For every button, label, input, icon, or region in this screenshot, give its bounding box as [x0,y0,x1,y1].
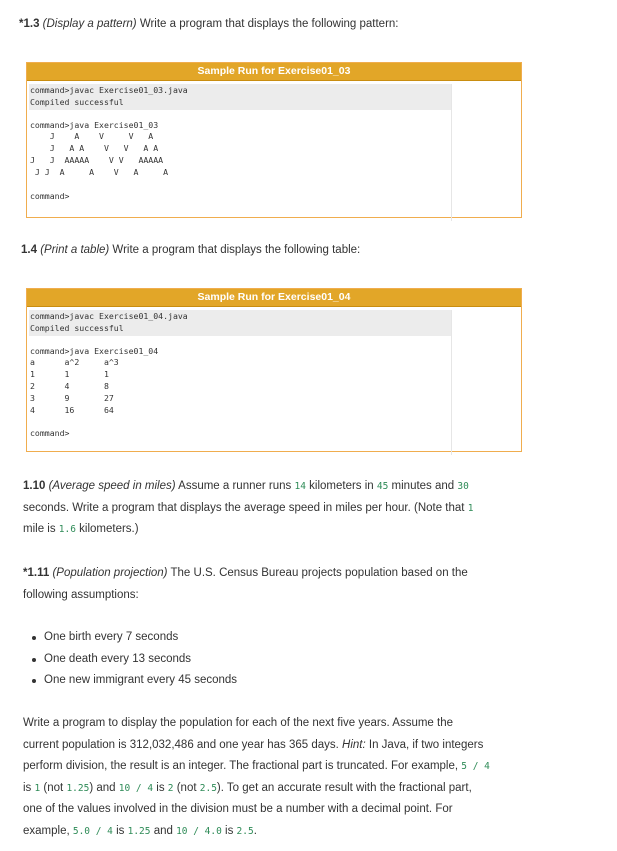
pattern-line: J A V V A [30,131,154,142]
code-value: 1.25 [127,825,151,837]
text: Assume a runner runs [175,480,295,492]
command-prompt: command> [30,190,70,201]
code-value: 2 [167,782,174,794]
text: and [150,824,177,837]
code-value: 2.5 [199,782,217,794]
exercise-number: *1.3 [19,18,40,30]
exercise-1-11-intro [23,563,468,606]
list-item: One new immigrant every 45 seconds [24,670,237,692]
exercise-1-11-line: following assumptions: [23,588,139,601]
body-line: one of the values involved in the division must be a number with a decimal point. For [23,803,453,816]
text: is [153,781,168,794]
code-value: 1 [34,782,41,794]
body-line: Write a program to display the population for each of the next five years. Assume the [23,717,453,729]
table-line: 3 9 27 [30,392,114,403]
text: The U.S. Census Bureau projects population based on the [167,567,468,579]
table-line: 2 4 8 [30,380,109,391]
exercise-title: (Average speed in miles) [48,480,176,492]
code-value: 1.25 [66,782,90,794]
exercise-1-10-line [23,476,473,498]
text: ). To get an accurate result with the fractional part, [216,781,472,794]
text: (not [173,781,200,794]
text: is [221,824,237,837]
exercise-1-10 [23,476,473,541]
text: is [112,824,128,837]
body-line [23,778,490,800]
sample-run-side-panel [451,84,521,221]
text: kilometers.) [75,523,139,536]
text: (not [40,781,67,794]
text: kilometers in [305,480,377,492]
run-command: command>java Exercise01_03 [30,119,159,130]
exercise-1-11-line [23,563,468,585]
list-item: One birth every 7 seconds [24,627,237,649]
table-line: 1 1 1 [30,369,109,380]
exercise-number: 1.4 [21,244,37,256]
code-value: 14 [294,481,306,492]
text: seconds. Write a program that displays the average speed in miles per hour. (Note that [23,501,468,514]
text: is [23,781,35,794]
compile-output: Compiled successful [30,322,124,333]
sample-run-side-panel [451,310,521,455]
pattern-line: J J A A V A A [30,166,169,177]
exercise-text: Write a program that displays the following pattern: [136,18,399,30]
command-prompt: command> [30,428,70,439]
hint-label: Hint: [342,738,366,751]
exercise-title: (Print a table) [40,244,110,256]
exercise-number: *1.11 [23,567,50,579]
text: minutes and [388,480,458,492]
exercise-title: (Display a pattern) [42,18,137,30]
exercise-title: (Population projection) [52,567,168,579]
compile-command-block [29,310,451,336]
exercise-1-3-heading [19,16,399,32]
pattern-line: J J AAAAA V V AAAAA [30,154,164,165]
table-line: 4 16 64 [30,404,114,415]
sample-run-title: Sample Run for Exercise01_04 [27,289,521,307]
exercise-1-11-body [23,713,490,843]
compile-command: command>javac Exercise01_03.java [30,85,188,95]
code-value: 30 [457,481,469,492]
pattern-line: J A A V V A A [30,143,159,154]
code-value: 10 / 4 [118,782,154,794]
table-line: a a^2 a^3 [30,357,119,368]
code-value: 5.0 / 4 [72,825,113,837]
exercise-text: Write a program that displays the following table: [109,244,361,256]
sample-run-exercise01-04 [26,288,522,452]
list-item: One death every 13 seconds [24,649,237,671]
body-line [23,756,490,778]
sample-run-title: Sample Run for Exercise01_03 [27,63,521,81]
run-command: command>java Exercise01_04 [30,345,159,356]
code-value: 1 [467,502,474,514]
code-value: 1.6 [58,524,76,536]
body-line [23,735,490,757]
compile-command: command>javac Exercise01_04.java [30,311,188,321]
text: current population is 312,032,486 and one year has 365 days. [23,738,343,751]
text: In Java, if two integers [365,738,484,751]
exercise-number: 1.10 [23,480,46,492]
sample-run-exercise01-03 [26,62,522,218]
code-value: 2.5 [236,825,254,837]
code-value: 5 / 4 [461,761,490,773]
code-value: 10 / 4.0 [176,825,222,837]
body-line [23,821,490,843]
assumption-list [24,627,237,692]
text: example, [23,824,73,837]
text: ) and [89,781,119,794]
compile-command-block [29,84,451,110]
text: perform division, the result is an integer. The fractional part is truncated. For example, [23,760,462,773]
text: . [253,824,257,837]
compile-output: Compiled successful [30,96,124,107]
exercise-1-4-heading [21,242,360,258]
exercise-1-10-line [23,498,473,520]
text: mile is [23,523,59,536]
code-value: 45 [376,481,389,492]
exercise-1-10-line [23,519,473,541]
